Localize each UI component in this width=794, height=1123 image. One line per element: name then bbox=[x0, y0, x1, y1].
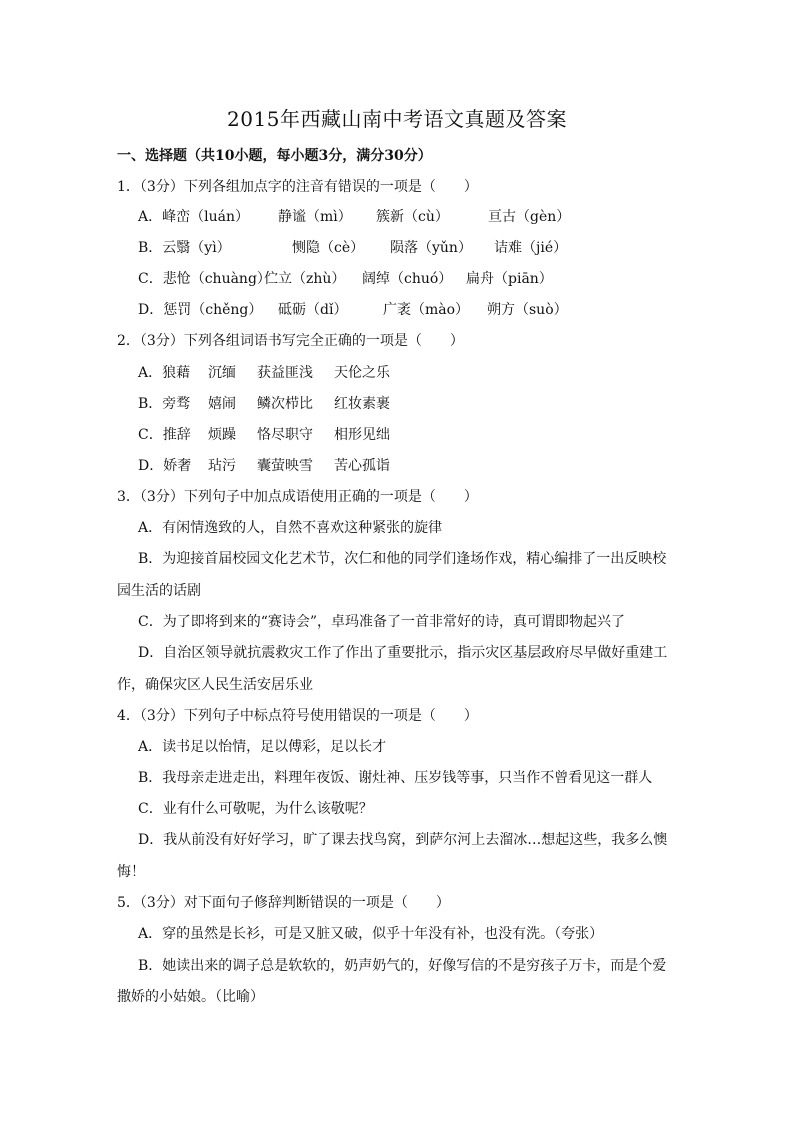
q4-option-c: C．业有什么可敬呢，为什么该敬呢？ bbox=[138, 801, 373, 817]
q3-option-d-line2: 作，确保灾区人民生活安居乐业 bbox=[117, 677, 313, 693]
q2-a-4: 天伦之乐 bbox=[334, 365, 390, 381]
q1-c-1: C．悲怆（chuàng） bbox=[138, 271, 271, 287]
q2-c-2: 烦躁 bbox=[208, 427, 236, 443]
q2-b-3: 鳞次栉比 bbox=[257, 396, 313, 412]
q1-a-4: 亘古（gèn） bbox=[488, 209, 571, 225]
q3-option-b-line1: B．为迎接首届校园文化艺术节，次仁和他的同学们逢场作戏，精心编排了一出反映校 bbox=[138, 551, 667, 567]
q1-b-1: B．云翳（yì） bbox=[138, 240, 231, 256]
q3-option-c: C．为了即将到来的“赛诗会”，卓玛准备了一首非常好的诗，真可谓即物起兴了 bbox=[138, 614, 626, 630]
q2-a-2: 沉缅 bbox=[208, 365, 236, 381]
section-heading: 一、选择题（共10小题，每小题3分，满分30分） bbox=[117, 148, 432, 164]
q2-d-1: D．娇奢 bbox=[138, 458, 192, 474]
q1-d-1: D．惩罚（chěng） bbox=[138, 302, 263, 318]
q1-b-2: 恻隐（cè） bbox=[292, 240, 365, 256]
q2-d-2: 玷污 bbox=[208, 458, 236, 474]
q1-d-4: 朔方（suò） bbox=[487, 302, 568, 318]
q5-option-b-line2: 撒娇的小姑娘。（比喻） bbox=[117, 989, 264, 1005]
q2-stem: 2．（3分）下列各组词语书写完全正确的一项是（ ） bbox=[117, 333, 464, 349]
page-title: 2015年西藏山南中考语文真题及答案 bbox=[227, 107, 567, 131]
q4-option-d-line2: 悔！ bbox=[117, 864, 145, 880]
q1-b-4: 诘难（jié） bbox=[494, 240, 568, 256]
q4-stem: 4．（3分）下列句子中标点符号使用错误的一项是（ ） bbox=[117, 708, 478, 724]
q1-c-4: 扁舟（piān） bbox=[466, 271, 553, 287]
q1-d-3: 广袤（mào） bbox=[383, 302, 470, 318]
q1-c-3: 阔绰（chuó） bbox=[362, 271, 453, 287]
q2-b-1: B．旁骛 bbox=[138, 396, 191, 412]
q5-option-b-line1: B．她读出来的调子总是软软的，奶声奶气的，好像写信的不是穷孩子万卡，而是个爱 bbox=[138, 958, 667, 974]
q4-option-a: A．读书足以怡情，足以傅彩，足以长才 bbox=[138, 739, 387, 755]
q1-a-2: 静谧（mì） bbox=[278, 209, 352, 225]
q4-option-b: B．我母亲走进走出，料理年夜饭、谢灶神、压岁钱等事，只当作不曾看见这一群人 bbox=[138, 770, 653, 786]
q2-c-1: C．推辞 bbox=[138, 427, 191, 443]
q3-option-a: A．有闲情逸致的人，自然不喜欢这种紧张的旋律 bbox=[138, 520, 443, 536]
q2-a-1: A．狼藉 bbox=[138, 365, 191, 381]
q5-stem: 5．（3分）对下面句子修辞判断错误的一项是（ ） bbox=[117, 895, 450, 911]
q2-d-3: 囊萤映雪 bbox=[257, 458, 313, 474]
q2-b-4: 红妆素裹 bbox=[334, 396, 390, 412]
q1-c-2: 伫立（zhù） bbox=[264, 271, 346, 287]
q4-option-d-line1: D．我从前没有好好学习，旷了课去找鸟窝，到萨尔河上去溜冰…想起这些，我多么懊 bbox=[138, 832, 668, 848]
q1-b-3: 陨落（yǔn） bbox=[390, 240, 472, 256]
q2-c-3: 恪尽职守 bbox=[257, 427, 313, 443]
q3-option-b-line2: 园生活的话剧 bbox=[117, 583, 201, 599]
q2-a-3: 获益匪浅 bbox=[257, 365, 313, 381]
q5-option-a: A．穿的虽然是长衫，可是又脏又破，似乎十年没有补，也没有洗。（夸张） bbox=[138, 926, 604, 942]
q2-b-2: 嬉闹 bbox=[208, 396, 236, 412]
q1-a-3: 簇新（cù） bbox=[376, 209, 449, 225]
q1-stem: 1．（3分）下列各组加点字的注音有错误的一项是（ ） bbox=[117, 179, 478, 195]
q1-a-1: A．峰峦（luán） bbox=[138, 209, 249, 225]
q2-c-4: 相形见绌 bbox=[334, 427, 390, 443]
q1-d-2: 砥砺（dǐ） bbox=[278, 302, 348, 318]
q3-option-d-line1: D．自治区领导就抗震救灾工作了作出了重要批示，指示灾区基层政府尽早做好重建工 bbox=[138, 645, 668, 661]
q3-stem: 3．（3分）下列句子中加点成语使用正确的一项是（ ） bbox=[117, 489, 478, 505]
q2-d-4: 苦心孤诣 bbox=[334, 458, 390, 474]
